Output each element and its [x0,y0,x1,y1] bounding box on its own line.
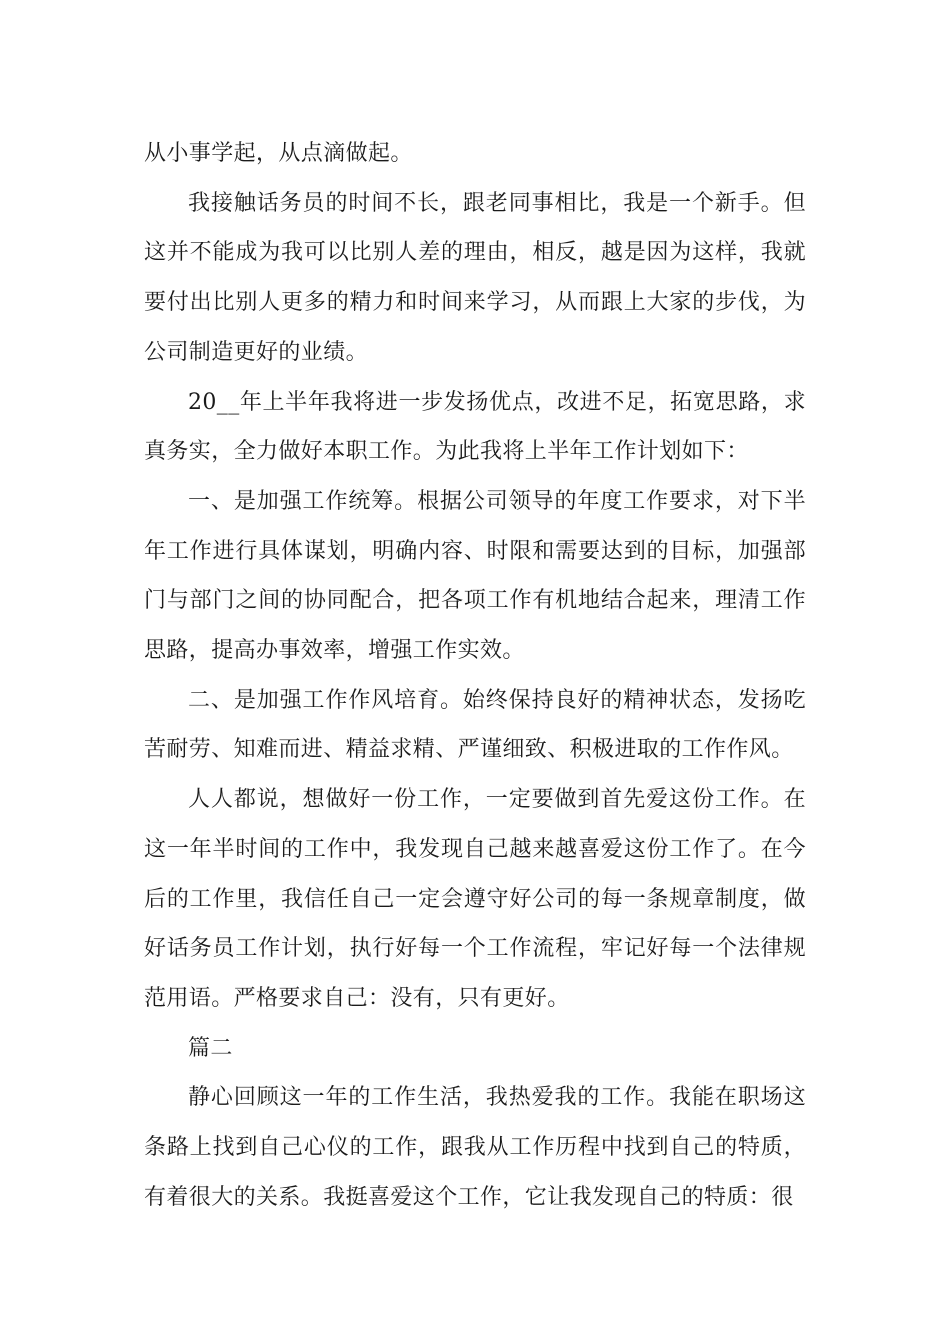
paragraph-plan-item-2: 二、是加强工作作风培育。始终保持良好的精神状态，发扬吃苦耐劳、知难而进、精益求精、严谨细致、积极进取的工作作风。 [144,687,806,763]
section-heading-part-two: 篇二 [188,1035,233,1061]
paragraph-reflection: 静心回顾这一年的工作生活，我热爱我的工作。我能在职场这条路上找到自己心仪的工作，跟我从工作历程中找到自己的特质，有着很大的关系。我挺喜爱这个工作，它让我发现自己的特质：很 [144,1085,806,1210]
paragraph-plan-item-1: 一、是加强工作统筹。根据公司领导的年度工作要求，对下半年工作进行具体谋划，明确内容、时限和需要达到的目标，加强部门与部门之间的协同配合，把各项工作有机地结合起来，理清工作思路，提高办事效率，增强工作实效。 [144,488,806,664]
document-body [144,129,806,1222]
paragraph-love-the-work: 人人都说，想做好一份工作，一定要做到首先爱这份工作。在这一年半时间的工作中，我发现自己越来越喜爱这份工作了。在今后的工作里，我信任自己一定会遵守好公司的每一条规章制度，做好话务员工作计划，执行好每一个工作流程，牢记好每一个法律规范用语。严格要求自己：没有，只有更好。 [144,787,806,1011]
paragraph-half-year-plan-intro: 20__年上半年我将进一步发扬优点，改进不足，拓宽思路，求真务实，全力做好本职工作。为此我将上半年工作计划如下： [144,389,806,465]
paragraph-new-employee: 我接触话务员的时间不长，跟老同事相比，我是一个新手。但这并不能成为我可以比别人差的理由，相反，越是因为这样，我就要付出比别人更多的精力和时间来学习，从而跟上大家的步伐，为公司制造更好的业绩。 [144,190,806,365]
paragraph-continuation: 从小事学起，从点滴做起。 [144,141,413,166]
